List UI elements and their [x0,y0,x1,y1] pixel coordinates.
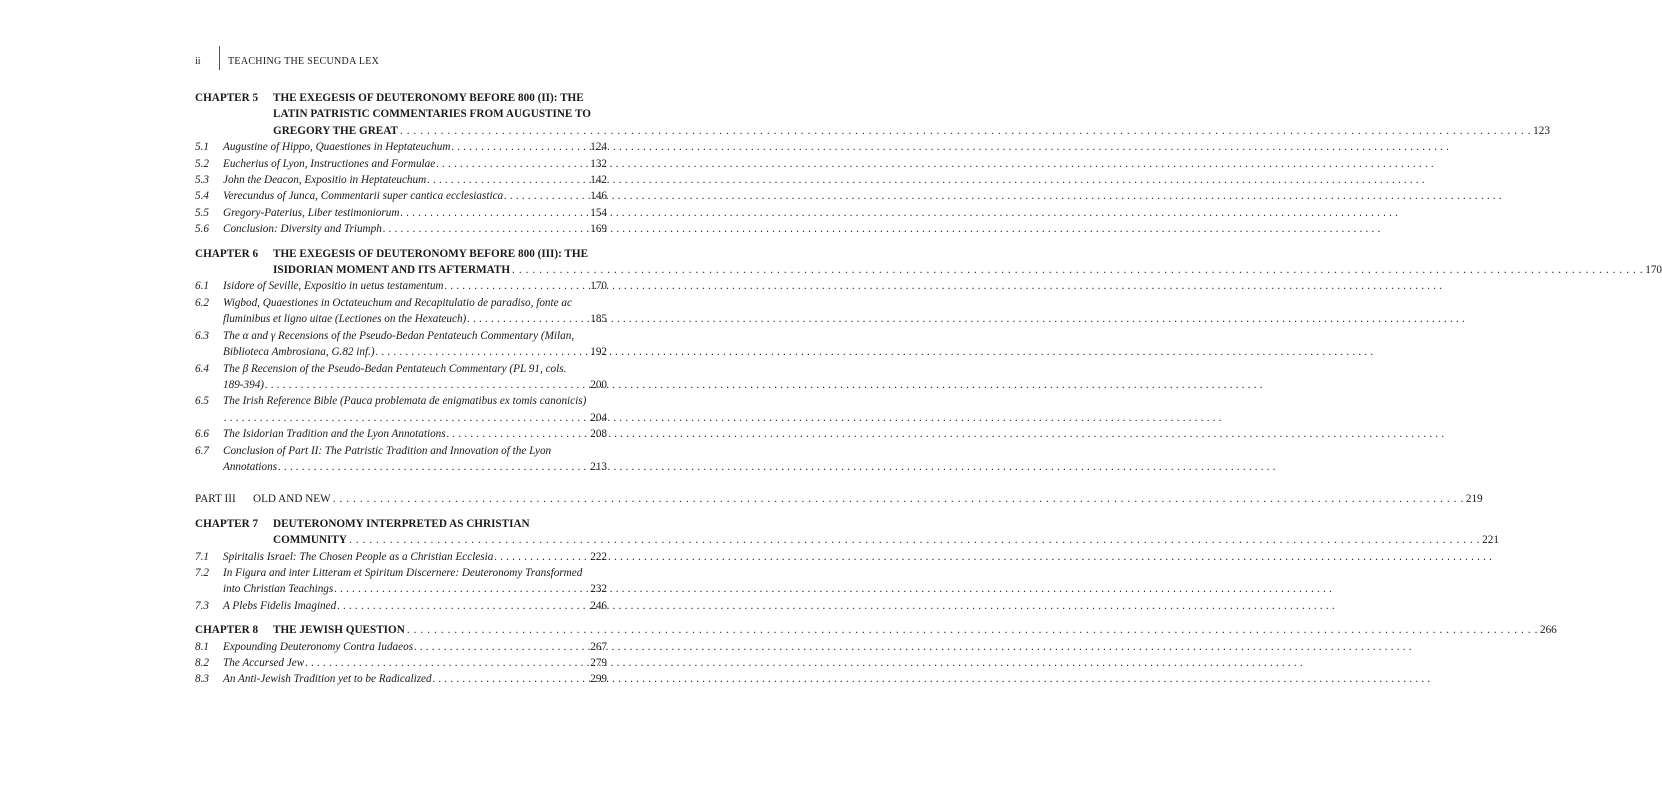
dot-leader [331,491,1466,507]
chapter-title-last-page: 221 [1482,534,1499,547]
section-title-last-text: Isidore of Seville, Expositio in uetus testamentum [223,280,444,293]
section-title [223,549,607,565]
chapter-title [273,90,1550,139]
section-number: 5.2 [195,157,209,170]
section-title-last-page: 204 [590,411,607,424]
dot-leader [264,377,590,393]
section-title-last-line [223,598,607,614]
section-title-line: Wigbod, Quaestiones in Octateuchum and Recapitulatio de paradiso, fonte ac [223,296,572,309]
part-entry [195,491,1483,507]
section-number: 8.3 [195,673,209,686]
section-title [223,598,607,614]
section-title-last-line [223,221,607,237]
section-title-last-page: 267 [590,640,607,653]
section-title-last-line [223,655,607,671]
section-title-last-text: Gregory-Paterius, Liber testimoniorum [223,206,400,219]
section-number: 5.3 [195,174,209,187]
section-number: 7.2 [195,566,209,579]
dot-leader [493,549,590,565]
section-title-last-line [223,581,607,597]
section-title [223,565,607,598]
dot-leader [304,655,590,671]
section-title [223,328,607,361]
section-number: 5.1 [195,141,209,154]
section-title [223,655,607,671]
section-entry [195,393,607,426]
chapter-label: CHAPTER 5 [195,92,259,104]
dot-leader [435,156,590,172]
section-title-last-page: 154 [590,206,607,219]
section-title-last-line [223,410,607,426]
section-number: 6.7 [195,444,209,457]
section-title-last-line [223,377,607,393]
dot-leader [450,139,590,155]
section-title-last-text: 189-394) [223,378,265,391]
chapter-title-last-page: 170 [1645,264,1662,277]
section-title-line: The Irish Reference Bible (Pauca problemata de enigmatibus ex tomis canonicis) [223,395,587,408]
section-title-last-text: fluminibus et ligno uitae (Lectiones on the Hexateuch) [223,313,467,326]
chapter-title [273,246,1662,279]
chapter-title-last-text: GREGORY THE GREAT [273,124,398,137]
chapter-label: CHAPTER 6 [195,247,259,260]
chapter-label: CHAPTER 7 [195,517,259,530]
section-title [223,188,607,204]
part-title-line [253,491,1483,507]
chapter-title-last-text: COMMUNITY [273,534,347,547]
chapter-title-last-line [273,622,1557,638]
section-title-last-line [223,205,607,221]
section-entry [195,426,607,442]
section-title-last-text: John the Deacon, Expositio in Heptateuchum [223,174,427,187]
section-title-last-page: 142 [590,174,607,187]
section-title-last-page: 170 [590,280,607,293]
header-divider [219,46,220,70]
section-number: 5.5 [195,206,209,219]
chapter-title [273,622,1557,638]
section-title-last-text: Verecundus of Junca, Commentarii super cantica ecclesiastica [223,190,504,203]
dot-leader [336,598,590,614]
section-title-line: Conclusion of Part II: The Patristic Tradition and Innovation of the Lyon [223,444,552,457]
section-title-line: The α and γ Recensions of the Pseudo-Bedan Pentateuch Commentary (Milan, [223,329,575,342]
part-title-text: OLD AND NEW [253,493,331,506]
dot-leader [405,622,1540,638]
section-title-last-page: 169 [590,223,607,236]
section-title-last-text: Eucherius of Lyon, Instructiones and Formulae [223,157,436,170]
section-title-last-page: 185 [590,313,607,326]
section-title-last-text: Augustine of Hippo, Quaestiones in Heptateuchum [223,141,451,154]
chapter-title-last-text: THE JEWISH QUESTION [273,624,405,637]
section-entry [195,443,607,476]
chapter-entry [195,622,1557,638]
section-title-last-line [223,459,607,475]
chapter-label: CHAPTER 8 [195,624,259,637]
section-title [223,278,607,294]
section-title-last-page: 222 [590,550,607,563]
chapter-title-line: DEUTERONOMY INTERPRETED AS CHRISTIAN [273,517,530,530]
section-title-last-page: 124 [590,141,607,154]
section-title-last-line [223,344,607,360]
section-title-last-line [223,426,607,442]
section-title-last-line [223,172,607,188]
dot-leader [426,172,590,188]
part-title [253,491,1483,507]
dot-leader [398,123,1533,139]
part-title-page: 219 [1465,493,1483,506]
section-title-last-page: 279 [590,657,607,669]
section-number: 6.6 [195,428,209,441]
section-number: 5.4 [195,190,209,203]
dot-leader [413,639,590,655]
part-label: PART III [195,493,236,506]
section-number: 5.6 [195,223,209,236]
section-entry [195,671,607,687]
section-title-last-page: 246 [590,599,607,612]
dot-leader [466,311,590,327]
section-entry [195,278,607,294]
section-number: 7.1 [195,550,209,563]
section-title-last-text: Conclusion: Diversity and Triumph [223,223,382,236]
dot-leader [399,205,590,221]
section-number: 6.1 [195,280,209,293]
section-title [223,443,607,476]
section-title-last-line [223,139,607,155]
section-title-last-text: Expounding Deuteronomy Contra Iudaeos [223,640,414,653]
section-entry [195,139,607,155]
section-title [223,639,607,655]
dot-leader [382,221,590,237]
section-entry [195,156,607,172]
section-title [223,205,607,221]
section-title [223,172,607,188]
chapter-title-last-line [273,262,1662,278]
section-title-last-line [223,311,607,327]
section-title-last-line [223,156,607,172]
section-entry [195,172,607,188]
chapter-title-line: THE EXEGESIS OF DEUTERONOMY BEFORE 800 (II): THE [273,92,584,104]
section-number: 8.1 [195,640,209,653]
section-entry [195,328,607,361]
section-title-last-page: 200 [590,378,607,391]
dot-leader [503,188,590,204]
table-of-contents [195,90,1662,688]
section-title-last-line [223,549,607,565]
section-entry [195,221,607,237]
dot-leader [277,459,590,475]
section-title-last-page: 208 [590,428,607,441]
section-title-last-page: 232 [590,583,607,596]
section-title [223,671,607,687]
section-entry [195,205,607,221]
section-title-last-text: into Christian Teachings [223,583,334,596]
dot-leader [510,262,1645,278]
dot-leader [333,581,590,597]
chapter-title-last-text: ISIDORIAN MOMENT AND ITS AFTERMATH [273,264,511,277]
section-title-last-line [223,639,607,655]
section-title-last-text: Annotations [223,460,278,473]
section-title [223,139,607,155]
section-title [223,221,607,237]
section-entry [195,598,607,614]
section-number: 6.2 [195,296,209,309]
chapter-title [273,516,1499,549]
section-title-last-line [223,278,607,294]
dot-leader [432,671,591,687]
chapter-title-line: LATIN PATRISTIC COMMENTARIES FROM AUGUSTINE TO [273,108,591,121]
chapter-title-last-page: 266 [1539,624,1557,637]
section-title-last-line [223,671,607,687]
section-title-last-text: A Plebs Fidelis Imagined [223,599,337,612]
section-title-last-text: Biblioteca Ambrosiana, G.82 inf.) [223,346,375,359]
dot-leader [444,278,591,294]
section-entry [195,361,607,394]
section-number: 6.3 [195,329,209,342]
section-number: 8.2 [195,657,209,669]
section-title-last-page: 213 [590,460,607,473]
section-title-last-text: Spiritalis Israel: The Chosen People as a Christian Ecclesia [223,550,494,563]
section-title-last-line [223,188,607,204]
page-number: ii [195,55,201,67]
section-title [223,426,607,442]
dot-leader [375,344,591,360]
running-title: TEACHING THE SECUNDA LEX [228,55,380,67]
section-title-line: The β Recension of the Pseudo-Bedan Pentateuch Commentary (PL 91, cols. [223,362,567,375]
section-entry [195,549,607,565]
section-number: 6.4 [195,362,209,375]
section-title-last-page: 299 [590,673,607,686]
dot-leader [223,410,590,426]
chapter-title-last-page: 123 [1533,124,1550,137]
section-number: 6.5 [195,395,209,408]
section-entry [195,295,607,328]
section-entry [195,639,607,655]
chapter-title-last-line [273,123,1550,139]
section-title [223,295,607,328]
chapter-entry [195,90,1550,139]
section-title-last-page: 132 [590,157,607,170]
section-title-last-text: An Anti-Jewish Tradition yet to be Radicalized [223,673,432,686]
section-number: 7.3 [195,599,209,612]
section-title [223,156,607,172]
chapter-title-line: THE EXEGESIS OF DEUTERONOMY BEFORE 800 (III): THE [273,247,589,260]
section-title-last-page: 192 [590,346,607,359]
section-title [223,361,607,394]
section-entry [195,565,607,598]
running-header [195,52,379,70]
section-title-last-text: The Accursed Jew [223,657,305,669]
section-title [223,393,607,426]
chapter-entry [195,516,1499,549]
dot-leader [446,426,591,442]
section-title-line: In Figura and inter Litteram et Spiritum Discernere: Deuteronomy Transformed [223,566,583,579]
chapter-entry [195,246,1662,279]
section-entry [195,655,607,671]
dot-leader [347,532,1482,548]
section-title-last-page: 146 [590,190,607,203]
chapter-title-last-line [273,532,1499,548]
section-entry [195,188,607,204]
section-title-last-text: The Isidorian Tradition and the Lyon Annotations [223,428,446,441]
